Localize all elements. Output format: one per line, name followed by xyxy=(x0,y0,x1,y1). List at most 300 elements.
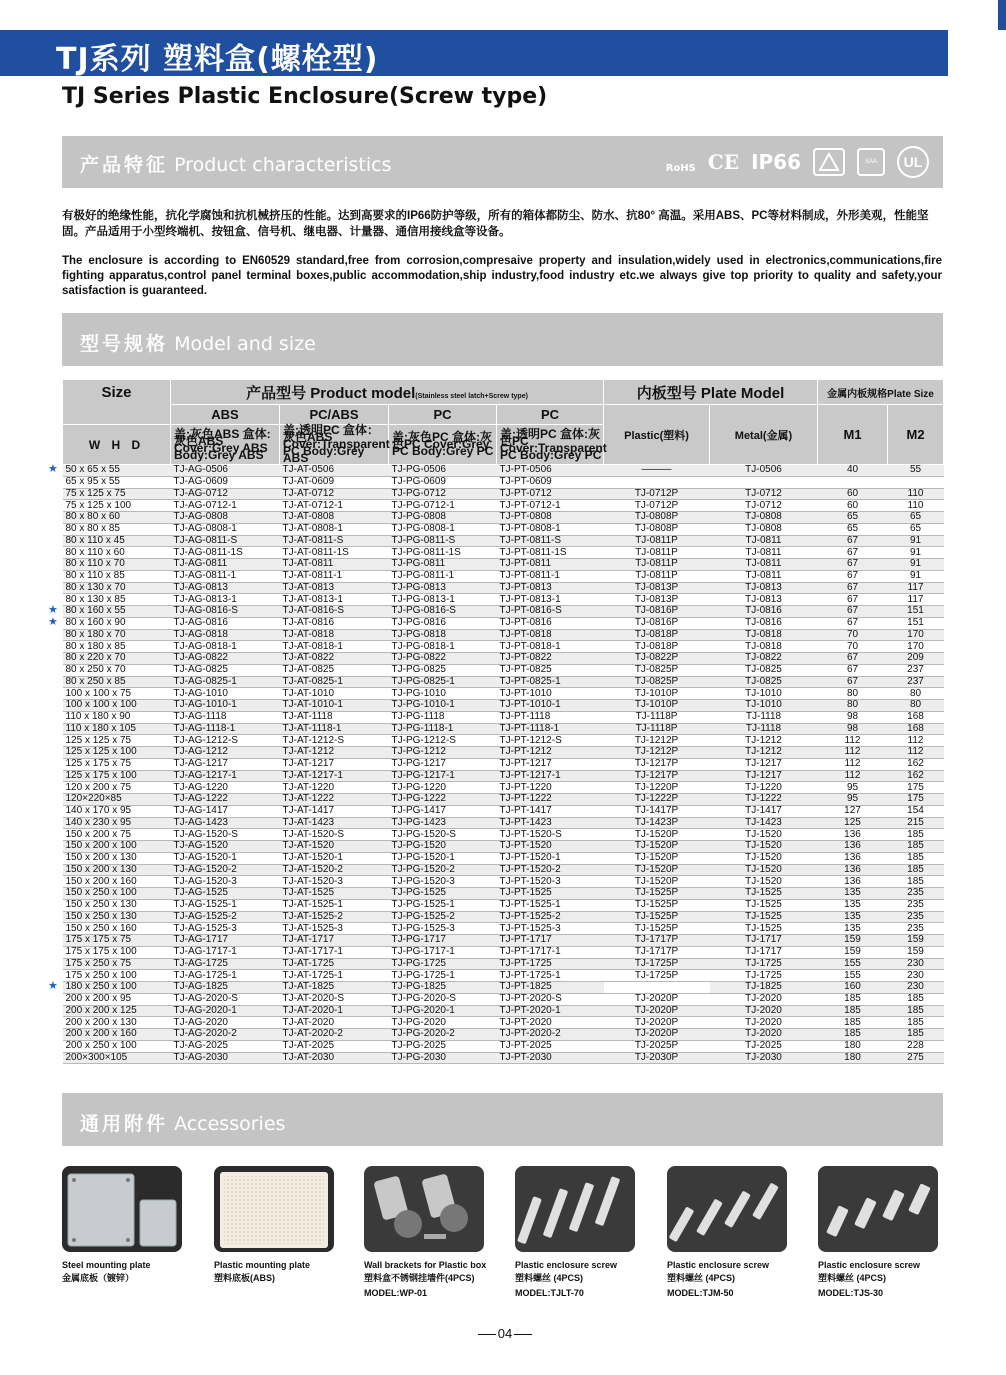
cell-m1: 155 xyxy=(818,958,888,970)
cell-pcabs: TJ-AT-1222 xyxy=(280,794,389,806)
cell-size: 75 x 125 x 75 xyxy=(63,488,171,500)
cell-plastic-plate: TJ-1010P xyxy=(604,700,710,712)
cell-pc: TJ-PG-0816 xyxy=(389,617,497,629)
cell-abs: TJ-AG-1212-S xyxy=(171,735,280,747)
saa-icon xyxy=(813,148,845,176)
cell-m1: 67 xyxy=(818,664,888,676)
cell-pc-transparent: TJ-PT-1010-1 xyxy=(497,700,604,712)
cell-plastic-plate: TJ-1520P xyxy=(604,852,710,864)
cell-metal-plate: TJ-0813 xyxy=(710,594,818,606)
cell-m2: 215 xyxy=(888,817,944,829)
cell-m1: 67 xyxy=(818,617,888,629)
cell-m2: 168 xyxy=(888,711,944,723)
cell-pc: TJ-PG-0811-1 xyxy=(389,570,497,582)
cell-pcabs: TJ-AT-0811-1 xyxy=(280,570,389,582)
cell-abs: TJ-AG-0808-1 xyxy=(171,523,280,535)
cell-m1: 67 xyxy=(818,582,888,594)
cell-plastic-plate: TJ-0811P xyxy=(604,535,710,547)
cell-pc: TJ-PG-1525-1 xyxy=(389,899,497,911)
cell-m2: 230 xyxy=(888,958,944,970)
cell-plastic-plate: TJ-2020P xyxy=(604,1005,710,1017)
table-row xyxy=(63,888,944,900)
cell-pcabs: TJ-AT-1010-1 xyxy=(280,700,389,712)
cell-pc-transparent: TJ-PT-0816 xyxy=(497,617,604,629)
rohs-icon: RoHS xyxy=(665,162,696,174)
cell-m2: 168 xyxy=(888,723,944,735)
header-m1: M1 xyxy=(818,405,888,465)
cell-pc-transparent: TJ-PT-1525 xyxy=(497,888,604,900)
cell-abs: TJ-AG-1520 xyxy=(171,841,280,853)
cell-m2: 185 xyxy=(888,993,944,1005)
cell-pcabs: TJ-AT-2020-S xyxy=(280,993,389,1005)
cell-pc-transparent: TJ-PT-2020-1 xyxy=(497,1005,604,1017)
cell-size: 140 x 170 x 95 xyxy=(63,805,171,817)
cell-pcabs: TJ-AT-1525-1 xyxy=(280,899,389,911)
cell-pcabs: TJ-AT-1825 xyxy=(280,982,389,994)
cell-abs: TJ-AG-0712 xyxy=(171,488,280,500)
cell-size: 150 x 200 x 130 xyxy=(63,852,171,864)
cell-pc-transparent: TJ-PT-0712-1 xyxy=(497,500,604,512)
cell-pcabs: TJ-AT-0822 xyxy=(280,653,389,665)
cell-pc: TJ-PG-2020 xyxy=(389,1017,497,1029)
description-english: The enclosure is according to EN60529 standard,free from corrosion,compresaive property and insulation,widely used in electronics,communications,fire fighting apparatus,control panel terminal boxes,public accommodation,ship industry,food industry etc.we always give top priority to quality and safety,your satisfaction is guaranteed. xyxy=(62,255,942,297)
page-number: 04 xyxy=(470,1326,540,1341)
cell-metal-plate: TJ-2020 xyxy=(710,1017,818,1029)
cell-m1: 160 xyxy=(818,982,888,994)
cell-plastic-plate: TJ-1520P xyxy=(604,864,710,876)
cell-m1: 180 xyxy=(818,1040,888,1052)
table-row xyxy=(63,723,944,735)
cell-pc-transparent: TJ-PT-0816-S xyxy=(497,606,604,618)
cell-metal-plate: TJ-2020 xyxy=(710,1029,818,1041)
cell-plastic-plate: TJ-1525P xyxy=(604,899,710,911)
cell-pcabs: TJ-AT-1423 xyxy=(280,817,389,829)
cell-size: 80 x 160 x 55 xyxy=(63,606,171,618)
cell-plastic-plate: TJ-2020P xyxy=(604,1017,710,1029)
cell-m1: 136 xyxy=(818,841,888,853)
cell-pc: TJ-PG-1725-1 xyxy=(389,970,497,982)
cell-pc-transparent: TJ-PT-1520-2 xyxy=(497,864,604,876)
table-row xyxy=(63,617,944,629)
cell-abs: TJ-AG-0822 xyxy=(171,653,280,665)
cell-pc-transparent: TJ-PT-2020-S xyxy=(497,993,604,1005)
cell-pc-transparent: TJ-PT-0808 xyxy=(497,512,604,524)
cell-size: 175 x 250 x 100 xyxy=(63,970,171,982)
cell-pcabs: TJ-AT-0825-1 xyxy=(280,676,389,688)
cell-m1: 65 xyxy=(818,523,888,535)
cell-abs: TJ-AG-1212 xyxy=(171,747,280,759)
cell-abs: TJ-AG-1010-1 xyxy=(171,700,280,712)
cell-metal-plate: TJ-1525 xyxy=(710,888,818,900)
cell-m2: 91 xyxy=(888,535,944,547)
cell-abs: TJ-AG-0811 xyxy=(171,559,280,571)
cell-pc: TJ-PG-1825 xyxy=(389,982,497,994)
cell-abs: TJ-AG-1220 xyxy=(171,782,280,794)
table-row xyxy=(63,688,944,700)
cell-metal-plate: TJ-0811 xyxy=(710,559,818,571)
cell-metal-plate: TJ-1010 xyxy=(710,688,818,700)
cell-plastic-plate: TJ-1423P xyxy=(604,817,710,829)
cell-m1: 135 xyxy=(818,923,888,935)
cell-m2: 235 xyxy=(888,888,944,900)
cell-size: 110 x 180 x 90 xyxy=(63,711,171,723)
cell-abs: TJ-AG-1423 xyxy=(171,817,280,829)
cell-plastic-plate: TJ-0816P xyxy=(604,617,710,629)
cell-pc: TJ-PG-0813-1 xyxy=(389,594,497,606)
cell-pc: TJ-PG-1525-2 xyxy=(389,911,497,923)
cell-abs: TJ-AG-1118 xyxy=(171,711,280,723)
cell-pcabs: TJ-AT-2020-2 xyxy=(280,1029,389,1041)
cell-m1: 70 xyxy=(818,641,888,653)
cell-abs: TJ-AG-0811-1 xyxy=(171,570,280,582)
page-title: TJ系列 塑料盒(螺栓型) xyxy=(56,42,379,77)
cell-pc-transparent: TJ-PT-1520-1 xyxy=(497,852,604,864)
table-row xyxy=(63,476,944,488)
cell-abs: TJ-AG-2020-2 xyxy=(171,1029,280,1041)
cell-abs: TJ-AG-0811-S xyxy=(171,535,280,547)
note-abs: 盖:灰色ABS 盒体:灰色ABS Cover:Grey ABS Body:Grey ABS xyxy=(171,425,280,465)
table-row xyxy=(63,1017,944,1029)
cell-pcabs: TJ-AT-1118-1 xyxy=(280,723,389,735)
cell-pcabs: TJ-AT-1520 xyxy=(280,841,389,853)
cell-pc: TJ-PG-1717-1 xyxy=(389,946,497,958)
cell-size: 200 x 250 x 100 xyxy=(63,1040,171,1052)
cell-m2: 235 xyxy=(888,923,944,935)
cell-metal-plate: TJ-1525 xyxy=(710,911,818,923)
cell-m2: 235 xyxy=(888,899,944,911)
cell-pc-transparent: TJ-PT-0825-1 xyxy=(497,676,604,688)
cell-pc: TJ-PG-0808 xyxy=(389,512,497,524)
cell-pc-transparent: TJ-PT-1217-1 xyxy=(497,770,604,782)
cell-plastic-plate: TJ-1217P xyxy=(604,770,710,782)
cell-pc: TJ-PG-1118-1 xyxy=(389,723,497,735)
cell-abs: TJ-AG-1217-1 xyxy=(171,770,280,782)
cell-metal-plate: TJ-0808 xyxy=(710,523,818,535)
cell-m1: 40 xyxy=(818,465,888,477)
cell-abs: TJ-AG-1520-1 xyxy=(171,852,280,864)
cell-pc: TJ-PG-1118 xyxy=(389,711,497,723)
cell-pcabs: TJ-AT-1525 xyxy=(280,888,389,900)
cell-pc: TJ-PG-0609 xyxy=(389,476,497,488)
cell-pc-transparent: TJ-PT-0712 xyxy=(497,488,604,500)
cell-size: 75 x 125 x 100 xyxy=(63,500,171,512)
cell-pc-transparent: TJ-PT-1520-S xyxy=(497,829,604,841)
cell-plastic-plate: TJ-0818P xyxy=(604,641,710,653)
cell-pcabs: TJ-AT-0808 xyxy=(280,512,389,524)
cell-pcabs: TJ-AT-1217 xyxy=(280,758,389,770)
cell-m2: 65 xyxy=(888,523,944,535)
table-row xyxy=(63,1005,944,1017)
cell-size: 150 x 250 x 100 xyxy=(63,888,171,900)
cell-m2: 91 xyxy=(888,547,944,559)
cell-size: 65 x 95 x 55 xyxy=(63,476,171,488)
cell-pcabs: TJ-AT-0816-S xyxy=(280,606,389,618)
table-row xyxy=(63,946,944,958)
cell-abs: TJ-AG-0712-1 xyxy=(171,500,280,512)
note-pc-transparent: 盖:透明PC 盒体:灰色PC Cover:Transparent PC Body:Grey PC xyxy=(497,425,604,465)
table-row xyxy=(63,794,944,806)
cell-pcabs: TJ-AT-0818 xyxy=(280,629,389,641)
cell-metal-plate: TJ-1423 xyxy=(710,817,818,829)
cell-m2 xyxy=(888,476,944,488)
cell-m2: 185 xyxy=(888,1029,944,1041)
cell-m2: 228 xyxy=(888,1040,944,1052)
section-label: 通用附件 Accessories xyxy=(80,1113,286,1135)
cell-plastic-plate: TJ-0825P xyxy=(604,676,710,688)
table-row xyxy=(63,735,944,747)
table-row xyxy=(63,547,944,559)
cell-metal-plate: TJ-0816 xyxy=(710,617,818,629)
cell-m2: 110 xyxy=(888,488,944,500)
cell-size: 200 x 200 x 160 xyxy=(63,1029,171,1041)
cell-metal-plate: TJ-1717 xyxy=(710,935,818,947)
cell-metal-plate: TJ-0712 xyxy=(710,488,818,500)
cell-size: 200 x 200 x 125 xyxy=(63,1005,171,1017)
cell-pcabs: TJ-AT-1520-S xyxy=(280,829,389,841)
cell-pc-transparent: TJ-PT-1118-1 xyxy=(497,723,604,735)
title-banner xyxy=(0,30,1006,76)
header-pcabs: PC/ABS xyxy=(280,405,389,425)
cell-pc-transparent: TJ-PT-0609 xyxy=(497,476,604,488)
cell-pcabs: TJ-AT-1717 xyxy=(280,935,389,947)
description-chinese: 有极好的绝缘性能，抗化学腐蚀和抗机械挤压的性能。达到高要求的IP66防护等级，所有的箱体都防尘、防水、抗80° 高温。采用ABS、PC等材料制成，外形美观，性能坚固。产品适用于小型终端机、按钮盒、信号机、继电器、计量器、通信用接线盒等设备。 xyxy=(62,210,929,238)
cell-m2: 162 xyxy=(888,758,944,770)
cell-m1: 80 xyxy=(818,688,888,700)
accessory-model: MODEL:TJM-50 xyxy=(667,1288,734,1298)
cell-plastic-plate: TJ-1212P xyxy=(604,735,710,747)
table-row xyxy=(63,911,944,923)
cell-metal-plate: TJ-1520 xyxy=(710,852,818,864)
cell-pcabs: TJ-AT-2020-1 xyxy=(280,1005,389,1017)
cell-metal-plate: TJ-0816 xyxy=(710,606,818,618)
cell-pcabs: TJ-AT-0808-1 xyxy=(280,523,389,535)
accessory-screw-tjlt70 xyxy=(515,1166,635,1301)
header-m2: M2 xyxy=(888,405,944,465)
cell-m2: 170 xyxy=(888,629,944,641)
cell-plastic-plate: TJ-0808P xyxy=(604,523,710,535)
cell-size: 50 x 65 x 55 xyxy=(63,465,171,477)
accessory-name: Plastic mounting plate xyxy=(214,1260,311,1270)
cell-pc: TJ-PG-1212 xyxy=(389,747,497,759)
cell-pcabs: TJ-AT-0811-S xyxy=(280,535,389,547)
table-row xyxy=(63,958,944,970)
cell-pc: TJ-PG-1525-3 xyxy=(389,923,497,935)
cell-plastic-plate xyxy=(604,476,710,488)
cell-abs: TJ-AG-1520-3 xyxy=(171,876,280,888)
cell-pc-transparent: TJ-PT-1212 xyxy=(497,747,604,759)
cell-size: 80 x 110 x 60 xyxy=(63,547,171,559)
cell-m2: 154 xyxy=(888,805,944,817)
table-row xyxy=(63,1052,944,1064)
cell-size: 150 x 200 x 130 xyxy=(63,864,171,876)
table-row xyxy=(63,676,944,688)
cell-plastic-plate: TJ-1725P xyxy=(604,970,710,982)
cell-m1: 136 xyxy=(818,829,888,841)
cell-pc: TJ-PG-0825-1 xyxy=(389,676,497,688)
cell-abs: TJ-AG-1717 xyxy=(171,935,280,947)
accessory-name-cn: 塑料螺丝 (4PCS) xyxy=(667,1273,736,1283)
cell-abs: TJ-AG-0818 xyxy=(171,629,280,641)
cell-size: 80 x 160 x 90 xyxy=(63,617,171,629)
cell-m1: 67 xyxy=(818,594,888,606)
model-size-table xyxy=(62,379,943,1064)
accessory-model: MODEL:TJS-30 xyxy=(818,1288,884,1298)
cell-abs: TJ-AG-2020-1 xyxy=(171,1005,280,1017)
cell-plastic-plate: TJ-0811P xyxy=(604,547,710,559)
certification-logos xyxy=(666,146,929,178)
section-accessories xyxy=(62,1093,943,1146)
cell-abs: TJ-AG-0825 xyxy=(171,664,280,676)
table-row xyxy=(63,805,944,817)
cell-pcabs: TJ-AT-1525-2 xyxy=(280,911,389,923)
cell-m2: 151 xyxy=(888,606,944,618)
cell-metal-plate: TJ-1010 xyxy=(710,700,818,712)
cell-pc: TJ-PG-0818-1 xyxy=(389,641,497,653)
cell-metal-plate: TJ-0825 xyxy=(710,676,818,688)
cell-size: 150 x 200 x 100 xyxy=(63,841,171,853)
cell-pc-transparent: TJ-PT-2030 xyxy=(497,1052,604,1064)
cell-abs: TJ-AG-1725 xyxy=(171,958,280,970)
section-product-characteristics xyxy=(62,136,943,188)
cell-pc-transparent: TJ-PT-1217 xyxy=(497,758,604,770)
cell-abs: TJ-AG-1118-1 xyxy=(171,723,280,735)
cell-m1: 65 xyxy=(818,512,888,524)
cell-m1: 112 xyxy=(818,747,888,759)
cell-pc: TJ-PG-1520-3 xyxy=(389,876,497,888)
cell-size: 175 x 250 x 75 xyxy=(63,958,171,970)
page-subtitle: TJ Series Plastic Enclosure(Screw type) xyxy=(62,84,548,109)
cell-metal-plate: TJ-1118 xyxy=(710,723,818,735)
cell-size: 80 x 180 x 70 xyxy=(63,629,171,641)
cell-m2: 159 xyxy=(888,935,944,947)
cell-pc-transparent: TJ-PT-0822 xyxy=(497,653,604,665)
cell-m1: 185 xyxy=(818,993,888,1005)
cell-pc-transparent: TJ-PT-2020 xyxy=(497,1017,604,1029)
cell-pc-transparent: TJ-PT-0506 xyxy=(497,465,604,477)
cell-m2: 237 xyxy=(888,664,944,676)
cell-metal-plate: TJ-1520 xyxy=(710,841,818,853)
table-row xyxy=(63,970,944,982)
cell-abs: TJ-AG-1222 xyxy=(171,794,280,806)
cell-pcabs: TJ-AT-1717-1 xyxy=(280,946,389,958)
accessory-screw-tjm50 xyxy=(667,1166,787,1301)
cell-m1: 67 xyxy=(818,535,888,547)
cell-pc: TJ-PG-0712-1 xyxy=(389,500,497,512)
cell-plastic-plate: ——— xyxy=(604,465,710,477)
cell-size: 150 x 250 x 160 xyxy=(63,923,171,935)
cell-plastic-plate: TJ-2025P xyxy=(604,1040,710,1052)
cell-abs: TJ-AG-1217 xyxy=(171,758,280,770)
cell-abs: TJ-AG-1010 xyxy=(171,688,280,700)
cell-m1: 136 xyxy=(818,852,888,864)
cell-abs: TJ-AG-0813-1 xyxy=(171,594,280,606)
cell-pc-transparent: TJ-PT-0811-S xyxy=(497,535,604,547)
cell-m1: 98 xyxy=(818,723,888,735)
cell-m2: 65 xyxy=(888,512,944,524)
cell-pcabs: TJ-AT-1520-1 xyxy=(280,852,389,864)
cell-pcabs: TJ-AT-1525-3 xyxy=(280,923,389,935)
cell-abs: TJ-AG-0816-S xyxy=(171,606,280,618)
cell-pc-transparent: TJ-PT-0813 xyxy=(497,582,604,594)
cell-size: 80 x 250 x 70 xyxy=(63,664,171,676)
cell-size: 120 x 200 x 75 xyxy=(63,782,171,794)
cell-size: 125 x 125 x 75 xyxy=(63,735,171,747)
table-row xyxy=(63,606,944,618)
header-plate-model: 内板型号 Plate Model xyxy=(604,380,818,405)
cell-m2: 91 xyxy=(888,570,944,582)
wall-bracket-icon xyxy=(364,1166,484,1252)
cell-abs: TJ-AG-1525-1 xyxy=(171,899,280,911)
cell-plastic-plate: TJ-1220P xyxy=(604,782,710,794)
cell-pc: TJ-PG-1010-1 xyxy=(389,700,497,712)
cell-m1 xyxy=(818,476,888,488)
cell-pc-transparent: TJ-PT-0813-1 xyxy=(497,594,604,606)
cell-plastic-plate: TJ-0712P xyxy=(604,500,710,512)
cell-metal-plate: TJ-1212 xyxy=(710,747,818,759)
header-product-model: 产品型号 Product model(Stainless steel latch+Screw type) xyxy=(171,380,604,405)
accessory-name: Plastic enclosure screw xyxy=(667,1260,770,1270)
table-row xyxy=(63,1040,944,1052)
cell-metal-plate: TJ-1417 xyxy=(710,805,818,817)
cell-plastic-plate: TJ-0811P xyxy=(604,570,710,582)
header-pc: PC xyxy=(389,405,497,425)
star-icon: ★ xyxy=(48,615,58,628)
cell-pc: TJ-PG-0811-S xyxy=(389,535,497,547)
cell-pcabs: TJ-AT-0506 xyxy=(280,465,389,477)
cell-pc: TJ-PG-1525 xyxy=(389,888,497,900)
table-row xyxy=(63,594,944,606)
cell-abs: TJ-AG-2025 xyxy=(171,1040,280,1052)
cell-pcabs: TJ-AT-2025 xyxy=(280,1040,389,1052)
header-metal: Metal(金属) xyxy=(710,405,818,465)
cell-m2: 117 xyxy=(888,594,944,606)
cell-pc: TJ-PG-0825 xyxy=(389,664,497,676)
cell-pcabs: TJ-AT-1220 xyxy=(280,782,389,794)
cell-metal-plate: TJ-0813 xyxy=(710,582,818,594)
saa-text-icon: SAA xyxy=(857,148,885,176)
cell-pc-transparent: TJ-PT-1825 xyxy=(497,982,604,994)
banner-notch xyxy=(948,30,1006,76)
cell-m2: 185 xyxy=(888,829,944,841)
cell-pcabs: TJ-AT-1725-1 xyxy=(280,970,389,982)
table-row xyxy=(63,664,944,676)
cell-m1: 155 xyxy=(818,970,888,982)
cell-pc-transparent: TJ-PT-1222 xyxy=(497,794,604,806)
cell-m2: 230 xyxy=(888,970,944,982)
cell-metal-plate: TJ-1520 xyxy=(710,864,818,876)
cell-abs: TJ-AG-1417 xyxy=(171,805,280,817)
cell-pc-transparent: TJ-PT-2025 xyxy=(497,1040,604,1052)
cell-pc: TJ-PG-0506 xyxy=(389,465,497,477)
cell-pcabs: TJ-AT-1212-S xyxy=(280,735,389,747)
cell-pc-transparent: TJ-PT-1525-1 xyxy=(497,899,604,911)
cell-metal-plate: TJ-1520 xyxy=(710,876,818,888)
table-row xyxy=(63,935,944,947)
cell-pcabs: TJ-AT-1417 xyxy=(280,805,389,817)
cell-m2: 275 xyxy=(888,1052,944,1064)
table-row xyxy=(63,817,944,829)
cell-m1: 80 xyxy=(818,700,888,712)
cell-pc: TJ-PG-2020-1 xyxy=(389,1005,497,1017)
cell-pcabs: TJ-AT-1725 xyxy=(280,958,389,970)
cell-pc: TJ-PG-1725 xyxy=(389,958,497,970)
table-row xyxy=(63,512,944,524)
cell-metal-plate: TJ-0808 xyxy=(710,512,818,524)
cell-plastic-plate: TJ-1520P xyxy=(604,876,710,888)
star-icon: ★ xyxy=(48,604,58,617)
cell-pc-transparent: TJ-PT-0818 xyxy=(497,629,604,641)
cell-pc-transparent: TJ-PT-1423 xyxy=(497,817,604,829)
